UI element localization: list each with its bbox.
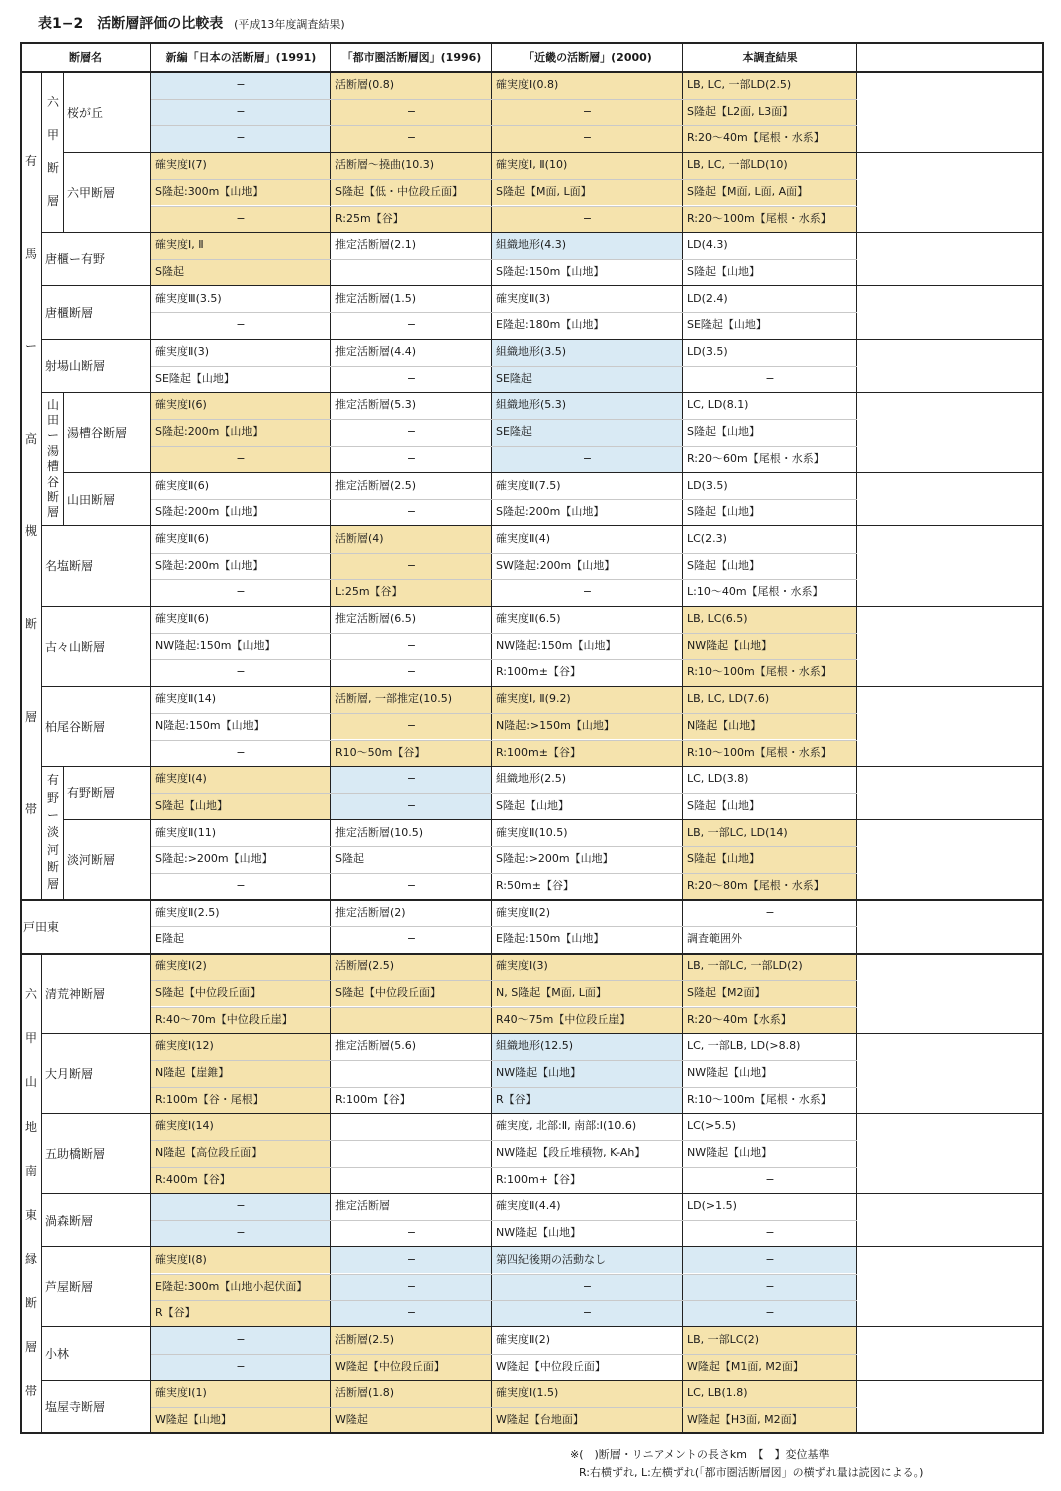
data-cell: S隆起【中位段丘面】 bbox=[331, 980, 492, 1007]
data-cell: W隆起 bbox=[331, 1407, 492, 1434]
data-cell: 第四紀後期の活動なし bbox=[492, 1247, 683, 1274]
data-cell: S隆起:150m【山地】 bbox=[492, 259, 683, 286]
data-cell: W隆起【M1面, M2面】 bbox=[683, 1354, 857, 1381]
data-cell: S隆起【山地】 bbox=[683, 419, 857, 446]
table-caption bbox=[38, 13, 345, 33]
data-cell: − bbox=[331, 553, 492, 580]
data-cell: − bbox=[151, 740, 331, 767]
data-cell: 活断層, 一部推定(10.5) bbox=[331, 686, 492, 713]
belt-char: 地 bbox=[24, 1119, 37, 1134]
data-cell: − bbox=[151, 873, 331, 900]
data-cell: − bbox=[151, 1327, 331, 1354]
data-cell: 確実度Ⅰ(2) bbox=[151, 953, 331, 980]
data-cell: S隆起【M面, L面, A面】 bbox=[683, 179, 857, 206]
data-cell: SE隆起 bbox=[492, 419, 683, 446]
data-cell: − bbox=[492, 125, 683, 152]
data-cell: − bbox=[151, 99, 331, 126]
data-cell: NW隆起:150m【山地】 bbox=[151, 633, 331, 660]
data-cell: LC, LD(3.8) bbox=[683, 766, 857, 793]
subgroup-char: 有 bbox=[46, 773, 59, 788]
data-cell: − bbox=[331, 1300, 492, 1327]
data-cell: E隆起:150m【山地】 bbox=[492, 926, 683, 953]
data-cell: E隆起 bbox=[151, 926, 331, 953]
data-cell: LC, LD(8.1) bbox=[683, 392, 857, 419]
data-cell: − bbox=[492, 1274, 683, 1301]
data-cell: NW隆起【山地】 bbox=[492, 1060, 683, 1087]
data-cell bbox=[331, 1113, 492, 1193]
belt-char: 南 bbox=[24, 1163, 37, 1178]
data-cell: R:400m【谷】 bbox=[151, 1167, 331, 1194]
fault-name: 渦森断層 bbox=[45, 1213, 94, 1228]
data-cell: R:50m±【谷】 bbox=[492, 873, 683, 900]
fault-name: 有野断層 bbox=[67, 786, 116, 801]
fault-name: 淡河断層 bbox=[67, 853, 116, 868]
data-cell: 確実度Ⅰ, Ⅱ(10) bbox=[492, 152, 683, 179]
data-cell: − bbox=[683, 1247, 857, 1274]
data-cell: W隆起【H3面, M2面】 bbox=[683, 1407, 857, 1434]
data-cell: S隆起 bbox=[151, 259, 331, 286]
data-cell: R:100m±【谷】 bbox=[492, 740, 683, 767]
data-cell: − bbox=[331, 659, 492, 686]
data-cell: R:40〜70m【中位段丘崖】 bbox=[151, 1007, 331, 1034]
data-cell: − bbox=[331, 1247, 492, 1274]
data-cell: S隆起【L2面, L3面】 bbox=[683, 99, 857, 126]
data-cell: 確実度Ⅰ(3) bbox=[492, 953, 683, 980]
data-cell: NW隆起:150m【山地】 bbox=[492, 633, 683, 660]
data-cell: − bbox=[683, 1300, 857, 1327]
data-cell: R:100m【谷・尾根】 bbox=[151, 1087, 331, 1114]
data-cell: W隆起【台地面】 bbox=[492, 1407, 683, 1434]
data-cell: − bbox=[331, 713, 492, 740]
data-cell: 確実度Ⅲ(3.5) bbox=[151, 286, 331, 313]
data-cell: 確実度Ⅱ(10.5) bbox=[492, 820, 683, 847]
data-cell: − bbox=[331, 125, 492, 152]
data-cell: R:100m【谷】 bbox=[331, 1087, 492, 1114]
data-cell: − bbox=[331, 499, 492, 526]
belt-char: 高 bbox=[24, 431, 37, 446]
fault-name: 唐櫃ー有野 bbox=[45, 252, 106, 267]
data-cell: S隆起【低・中位段丘面】 bbox=[331, 179, 492, 206]
header-kinki-2000: 「近畿の活断層」(2000) bbox=[523, 51, 652, 64]
data-cell: 確実度Ⅰ(8) bbox=[151, 1247, 331, 1274]
data-cell: LB, 一部LC, 一部LD(2) bbox=[683, 953, 857, 980]
data-cell: R:10〜100m【尾根・水系】 bbox=[683, 1087, 857, 1114]
data-cell: S隆起【M2面】 bbox=[683, 980, 857, 1007]
data-cell bbox=[331, 1060, 492, 1087]
data-cell: 確実度Ⅱ(14) bbox=[151, 686, 331, 713]
data-cell: S隆起【山地】 bbox=[683, 793, 857, 820]
data-cell: E隆起:180m【山地】 bbox=[492, 312, 683, 339]
data-cell: W隆起【中位段丘面】 bbox=[331, 1354, 492, 1381]
subgroup-char: 田 bbox=[46, 413, 59, 428]
data-cell: − bbox=[683, 1220, 857, 1247]
data-cell: R:20〜60m【尾根・水系】 bbox=[683, 446, 857, 473]
belt-char: 帯 bbox=[24, 802, 37, 817]
data-cell: L:10〜40m【尾根・水系】 bbox=[683, 579, 857, 606]
data-cell: S隆起【山地】 bbox=[151, 793, 331, 820]
data-cell: 確実度Ⅰ(1) bbox=[151, 1380, 331, 1407]
subgroup-char: 野 bbox=[46, 790, 59, 805]
data-cell: − bbox=[151, 1354, 331, 1381]
subgroup-char: 湯 bbox=[46, 443, 59, 458]
data-cell: 確実度Ⅰ(6) bbox=[151, 392, 331, 419]
data-cell: 推定活断層(2.1) bbox=[331, 232, 492, 259]
data-cell: 確実度Ⅱ(6) bbox=[151, 526, 331, 553]
data-cell: N隆起:150m【山地】 bbox=[151, 713, 331, 740]
subgroup-char: 槽 bbox=[46, 459, 59, 474]
data-cell: − bbox=[151, 125, 331, 152]
data-cell: LB, LC, 一部LD(2.5) bbox=[683, 72, 857, 99]
data-cell: R:10〜100m【尾根・水系】 bbox=[683, 659, 857, 686]
table-title: 表1−2 活断層評価の比較表 bbox=[38, 16, 224, 32]
data-cell: − bbox=[331, 926, 492, 953]
table-subtitle: (平成13年度調査結果) bbox=[234, 18, 345, 31]
header-nihon-1991: 新編「日本の活断層」(1991) bbox=[165, 51, 317, 64]
data-cell: LB, LC(6.5) bbox=[683, 606, 857, 633]
data-cell: − bbox=[492, 579, 683, 606]
subgroup-label bbox=[42, 766, 64, 900]
data-cell: R:20〜80m【尾根・水系】 bbox=[683, 873, 857, 900]
data-cell: NW隆起【山地】 bbox=[683, 1060, 857, 1087]
belt-char: 馬 bbox=[24, 246, 37, 261]
data-cell: R【谷】 bbox=[492, 1087, 683, 1114]
fault-name: 唐櫃断層 bbox=[45, 305, 94, 320]
data-cell: W隆起【山地】 bbox=[151, 1407, 331, 1434]
data-cell: LD(>1.5) bbox=[683, 1193, 857, 1220]
data-cell: LC, 一部LB, LD(>8.8) bbox=[683, 1033, 857, 1060]
subgroup-char: 層 bbox=[46, 877, 59, 892]
data-cell: SW隆起:200m【山地】 bbox=[492, 553, 683, 580]
data-cell: R40〜75m【中位段丘崖】 bbox=[492, 1007, 683, 1034]
data-cell: − bbox=[151, 446, 331, 473]
data-cell: − bbox=[151, 579, 331, 606]
data-cell: R10〜50m【谷】 bbox=[331, 740, 492, 767]
data-cell: 確実度Ⅰ, Ⅱ(9.2) bbox=[492, 686, 683, 713]
data-cell: S隆起:200m【山地】 bbox=[151, 419, 331, 446]
belt-char: 槻 bbox=[24, 524, 37, 539]
subgroup-char: 淡 bbox=[46, 825, 59, 840]
data-cell: 確実度Ⅱ(3) bbox=[151, 339, 331, 366]
data-cell: 推定活断層(4.4) bbox=[331, 339, 492, 366]
data-cell: 確実度Ⅱ(6) bbox=[151, 473, 331, 500]
data-cell: 確実度, 北部:Ⅱ, 南部:Ⅰ(10.6) bbox=[492, 1113, 683, 1140]
data-cell: NW隆起【山地】 bbox=[683, 633, 857, 660]
belt-char: 断 bbox=[24, 1296, 37, 1311]
data-cell: S隆起:300m【山地】 bbox=[151, 179, 331, 206]
data-cell: S隆起【M面, L面】 bbox=[492, 179, 683, 206]
data-cell: − bbox=[683, 366, 857, 393]
fault-name: 古々山断層 bbox=[45, 639, 106, 654]
data-cell: 推定活断層 bbox=[331, 1193, 492, 1220]
data-cell: − bbox=[331, 446, 492, 473]
subgroup-char: 山 bbox=[46, 397, 59, 412]
note-lengths: ※( )断層・リニアメントの長さkm 【 】変位基準 bbox=[570, 1448, 830, 1461]
data-cell: 確実度Ⅰ(1.5) bbox=[492, 1380, 683, 1407]
data-cell: SE隆起【山地】 bbox=[683, 312, 857, 339]
data-cell: 推定活断層(2) bbox=[331, 900, 492, 927]
data-cell: 確実度Ⅰ(0.8) bbox=[492, 72, 683, 99]
data-cell: 活断層(4) bbox=[331, 526, 492, 553]
belt-char: 甲 bbox=[24, 1031, 37, 1046]
data-cell: 確実度Ⅰ(4) bbox=[151, 766, 331, 793]
data-cell: 組織地形(12.5) bbox=[492, 1033, 683, 1060]
data-cell: 組織地形(2.5) bbox=[492, 766, 683, 793]
subgroup-char: ー bbox=[46, 807, 59, 822]
data-cell: 推定活断層(2.5) bbox=[331, 473, 492, 500]
data-cell: 調査範囲外 bbox=[683, 926, 857, 953]
data-cell: − bbox=[331, 766, 492, 793]
data-cell: R:20〜40m【尾根・水系】 bbox=[683, 125, 857, 152]
data-cell: N隆起【高位段丘面】 bbox=[151, 1140, 331, 1167]
data-cell: 確実度Ⅰ(12) bbox=[151, 1033, 331, 1060]
data-cell: R:100m+【谷】 bbox=[492, 1167, 683, 1194]
data-cell: LB, 一部LC, LD(14) bbox=[683, 820, 857, 847]
data-cell: L:25m【谷】 bbox=[331, 579, 492, 606]
data-cell: − bbox=[331, 873, 492, 900]
fault-name: 芦屋断層 bbox=[45, 1280, 94, 1295]
data-cell: 活断層(2.5) bbox=[331, 953, 492, 980]
belt-char: 山 bbox=[24, 1075, 37, 1090]
fault-name: 射場山断層 bbox=[45, 359, 106, 374]
data-cell: R【谷】 bbox=[151, 1300, 331, 1327]
data-cell: S隆起:200m【山地】 bbox=[151, 499, 331, 526]
data-cell: E隆起:300m【山地小起伏面】 bbox=[151, 1274, 331, 1301]
subgroup-char: 層 bbox=[46, 505, 59, 520]
belt-label bbox=[20, 72, 42, 900]
fault-name: 五助橋断層 bbox=[45, 1146, 106, 1161]
comparison-table bbox=[20, 42, 1044, 1444]
fault-name: 名塩断層 bbox=[45, 559, 94, 574]
data-cell bbox=[331, 1007, 492, 1034]
data-cell bbox=[331, 259, 492, 286]
subgroup-char: 断 bbox=[46, 490, 59, 505]
data-cell: 組織地形(4.3) bbox=[492, 232, 683, 259]
data-cell: − bbox=[331, 419, 492, 446]
subgroup-char: 甲 bbox=[46, 127, 59, 142]
data-cell: − bbox=[331, 99, 492, 126]
data-cell: S隆起【山地】 bbox=[492, 793, 683, 820]
data-cell: − bbox=[331, 1220, 492, 1247]
subgroup-char: ー bbox=[46, 428, 59, 443]
subgroup-char: 断 bbox=[46, 161, 59, 175]
fault-name: 山田断層 bbox=[67, 492, 116, 507]
subgroup-label bbox=[42, 392, 64, 526]
data-cell: LD(3.5) bbox=[683, 473, 857, 500]
data-cell: − bbox=[331, 366, 492, 393]
fault-name: 六甲断層 bbox=[67, 185, 116, 200]
belt-label bbox=[20, 953, 42, 1434]
data-cell: R:10〜100m【尾根・水系】 bbox=[683, 740, 857, 767]
fault-name: 大月断層 bbox=[45, 1066, 94, 1081]
belt-char: 縁 bbox=[24, 1252, 37, 1266]
fault-name: 塩屋寺断層 bbox=[45, 1400, 106, 1415]
data-cell: 確実度Ⅱ(7.5) bbox=[492, 473, 683, 500]
data-cell: 確実度Ⅱ(2) bbox=[492, 900, 683, 927]
data-cell: NW隆起【山地】 bbox=[492, 1220, 683, 1247]
belt-char: 層 bbox=[24, 1340, 37, 1355]
data-cell: S隆起【中位段丘面】 bbox=[151, 980, 331, 1007]
data-cell: − bbox=[492, 1300, 683, 1327]
belt-char: 有 bbox=[24, 154, 37, 169]
data-cell: SE隆起 bbox=[492, 366, 683, 393]
subgroup-char: 層 bbox=[46, 194, 59, 209]
header-this-survey: 本調査結果 bbox=[742, 51, 798, 64]
data-cell: R:100m±【谷】 bbox=[492, 659, 683, 686]
data-cell: 確実度Ⅱ(4.4) bbox=[492, 1193, 683, 1220]
data-cell: 活断層(2.5) bbox=[331, 1327, 492, 1354]
data-cell: 推定活断層(5.3) bbox=[331, 392, 492, 419]
data-cell: 推定活断層(6.5) bbox=[331, 606, 492, 633]
data-cell: 確実度Ⅱ(6.5) bbox=[492, 606, 683, 633]
data-cell: 推定活断層(5.6) bbox=[331, 1033, 492, 1060]
data-cell: SE隆起【山地】 bbox=[151, 366, 331, 393]
subgroup-char: 断 bbox=[46, 859, 59, 874]
data-cell: LC, LB(1.8) bbox=[683, 1380, 857, 1407]
data-cell: LC(>5.5) bbox=[683, 1113, 857, 1140]
data-cell: − bbox=[151, 206, 331, 233]
data-cell: − bbox=[151, 312, 331, 339]
belt-char: 東 bbox=[24, 1207, 37, 1222]
data-cell: 活断層(1.8) bbox=[331, 1380, 492, 1407]
header-toshiken-1996: 「都市圏活断層図」(1996) bbox=[341, 51, 482, 64]
data-cell: NW隆起【段丘堆積物, K-Ah】 bbox=[492, 1140, 683, 1167]
data-cell: 確実度Ⅱ(11) bbox=[151, 820, 331, 847]
data-cell: − bbox=[151, 659, 331, 686]
belt-char: 六 bbox=[24, 987, 37, 1002]
data-cell: N, S隆起【M面, L面】 bbox=[492, 980, 683, 1007]
data-cell: 組織地形(3.5) bbox=[492, 339, 683, 366]
data-cell: 確実度Ⅱ(6) bbox=[151, 606, 331, 633]
fault-name: 戸田東 bbox=[23, 919, 60, 934]
fault-name: 柏尾谷断層 bbox=[45, 719, 106, 734]
data-cell: 確実度Ⅰ(7) bbox=[151, 152, 331, 179]
data-cell: N隆起【山地】 bbox=[683, 713, 857, 740]
data-cell: 活断層(0.8) bbox=[331, 72, 492, 99]
data-cell: − bbox=[492, 446, 683, 473]
fault-name: 桜が丘 bbox=[67, 105, 104, 120]
data-cell: − bbox=[331, 633, 492, 660]
data-cell: − bbox=[492, 206, 683, 233]
subgroup-char: 六 bbox=[46, 94, 59, 109]
data-cell: − bbox=[683, 900, 857, 927]
data-cell: 確実度Ⅱ(2) bbox=[492, 1327, 683, 1354]
data-cell: 確実度Ⅱ(4) bbox=[492, 526, 683, 553]
subgroup-char: 河 bbox=[46, 842, 59, 857]
data-cell: LD(2.4) bbox=[683, 286, 857, 313]
fault-name: 小林 bbox=[45, 1347, 70, 1362]
data-cell: S隆起:>200m【山地】 bbox=[151, 846, 331, 873]
data-cell: LB, 一部LC(2) bbox=[683, 1327, 857, 1354]
data-cell: 確実度Ⅱ(2.5) bbox=[151, 900, 331, 927]
belt-char: 層 bbox=[24, 709, 37, 724]
data-cell: − bbox=[151, 72, 331, 99]
note-strike-slip: R:右横ずれ, L:左横ずれ(「都市圏活断層図」の横ずれ量は読図による。) bbox=[579, 1466, 924, 1479]
data-cell: 推定活断層(10.5) bbox=[331, 820, 492, 847]
data-cell: S隆起:>200m【山地】 bbox=[492, 846, 683, 873]
belt-char: ー bbox=[24, 339, 37, 354]
data-cell: S隆起【山地】 bbox=[683, 846, 857, 873]
fault-name: 湯槽谷断層 bbox=[67, 425, 128, 440]
data-cell: LB, LC, 一部LD(10) bbox=[683, 152, 857, 179]
data-cell: − bbox=[683, 1274, 857, 1301]
data-cell: S隆起【山地】 bbox=[683, 259, 857, 286]
data-cell: NW隆起【山地】 bbox=[683, 1140, 857, 1167]
belt-char: 断 bbox=[24, 617, 37, 631]
data-cell: LC(2.3) bbox=[683, 526, 857, 553]
data-cell: W隆起【中位段丘面】 bbox=[492, 1354, 683, 1381]
data-cell: − bbox=[151, 1220, 331, 1247]
data-cell: 活断層〜撓曲(10.3) bbox=[331, 152, 492, 179]
data-cell: S隆起:200m【山地】 bbox=[492, 499, 683, 526]
data-cell: 確実度Ⅰ(14) bbox=[151, 1113, 331, 1140]
data-cell: N隆起:>150m【山地】 bbox=[492, 713, 683, 740]
subgroup-label bbox=[42, 72, 64, 232]
data-cell: − bbox=[331, 312, 492, 339]
data-cell: R:20〜100m【尾根・水系】 bbox=[683, 206, 857, 233]
data-cell: 確実度Ⅰ, Ⅱ bbox=[151, 232, 331, 259]
data-cell: N隆起【崖錐】 bbox=[151, 1060, 331, 1087]
data-cell: − bbox=[331, 1274, 492, 1301]
data-cell: R:20〜40m【水系】 bbox=[683, 1007, 857, 1034]
data-cell: S隆起:200m【山地】 bbox=[151, 553, 331, 580]
belt-char: 帯 bbox=[24, 1384, 37, 1399]
data-cell: LD(3.5) bbox=[683, 339, 857, 366]
data-cell: LB, LC, LD(7.6) bbox=[683, 686, 857, 713]
data-cell: − bbox=[151, 1193, 331, 1220]
fault-name: 清荒神断層 bbox=[45, 986, 106, 1001]
data-cell: R:25m【谷】 bbox=[331, 206, 492, 233]
data-cell: S隆起 bbox=[331, 846, 492, 873]
subgroup-char: 谷 bbox=[46, 474, 59, 489]
data-cell: 推定活断層(1.5) bbox=[331, 286, 492, 313]
data-cell: S隆起【山地】 bbox=[683, 553, 857, 580]
data-cell: LD(4.3) bbox=[683, 232, 857, 259]
data-cell: S隆起【山地】 bbox=[683, 499, 857, 526]
header-fault-name: 断層名 bbox=[69, 51, 102, 64]
data-cell: 組織地形(5.3) bbox=[492, 392, 683, 419]
data-cell: − bbox=[331, 793, 492, 820]
data-cell: − bbox=[492, 99, 683, 126]
data-cell: − bbox=[683, 1167, 857, 1194]
data-cell: 確実度Ⅱ(3) bbox=[492, 286, 683, 313]
